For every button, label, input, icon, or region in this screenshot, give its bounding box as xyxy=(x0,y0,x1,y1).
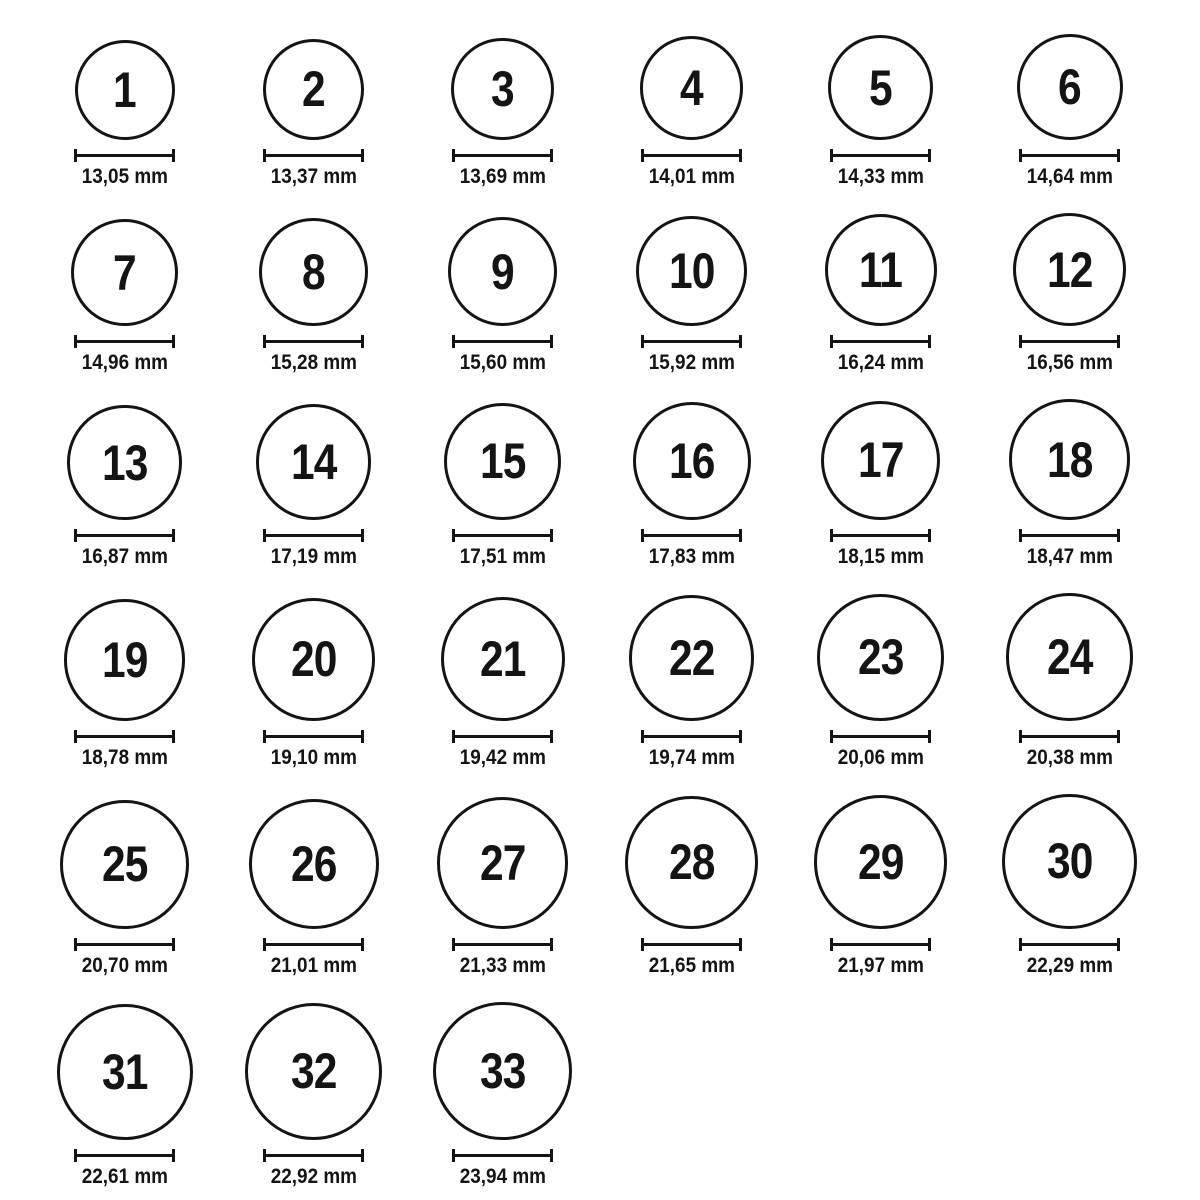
ring-size-number: 31 xyxy=(101,1044,148,1101)
diameter-measure-line xyxy=(1019,730,1120,743)
diameter-label: 22,92 mm xyxy=(270,1165,357,1189)
diameter-measure-line xyxy=(74,938,175,951)
ring-size-number: 2 xyxy=(302,61,325,118)
ring-size-cell xyxy=(408,1002,597,1190)
ring-circle xyxy=(71,219,178,326)
diameter-label: 15,92 mm xyxy=(648,351,735,375)
diameter-measure-line xyxy=(1019,529,1120,542)
diameter-measure-line xyxy=(263,938,364,951)
size-row xyxy=(30,34,1170,189)
ring-size-cell xyxy=(786,594,975,770)
ring-size-number: 10 xyxy=(668,242,715,299)
ring-size-number: 11 xyxy=(858,242,903,299)
diameter-measure-line xyxy=(263,529,364,542)
diameter-measure-line xyxy=(1019,149,1120,162)
ring-circle xyxy=(437,797,568,928)
ring-size-cell xyxy=(975,213,1164,375)
diameter-label: 13,69 mm xyxy=(459,165,546,188)
diameter-measure-line xyxy=(830,529,931,542)
ring-circle xyxy=(640,36,744,140)
ring-size-number: 22 xyxy=(668,630,715,686)
ring-circle xyxy=(633,402,751,520)
size-row xyxy=(30,213,1170,375)
ring-size-cell xyxy=(30,219,219,375)
ring-size-cell xyxy=(219,39,408,189)
ring-size-cell xyxy=(30,405,219,569)
ring-size-number: 27 xyxy=(479,834,526,891)
diameter-label: 15,60 mm xyxy=(459,351,546,375)
ring-circle xyxy=(629,595,754,720)
ring-circle xyxy=(817,594,943,720)
ring-size-cell xyxy=(786,35,975,189)
ring-size-cell xyxy=(597,595,786,769)
ring-size-number: 21 xyxy=(479,630,526,687)
diameter-measure-line xyxy=(263,335,364,348)
diameter-measure-line xyxy=(263,1149,364,1162)
diameter-label: 15,28 mm xyxy=(270,351,357,375)
diameter-label: 21,65 mm xyxy=(648,953,735,977)
diameter-label: 20,38 mm xyxy=(1026,745,1113,769)
ring-size-cell xyxy=(30,599,219,770)
ring-size-cell xyxy=(219,218,408,376)
ring-size-number: 12 xyxy=(1046,241,1093,298)
ring-circle xyxy=(821,401,940,520)
ring-size-cell xyxy=(408,597,597,770)
ring-circle xyxy=(433,1002,571,1140)
diameter-label: 17,51 mm xyxy=(459,544,546,568)
diameter-measure-line xyxy=(452,938,553,951)
ring-circle xyxy=(1013,213,1126,326)
diameter-label: 19,42 mm xyxy=(459,745,546,769)
size-row xyxy=(30,593,1170,770)
ring-circle xyxy=(1002,794,1137,929)
diameter-label: 18,47 mm xyxy=(1026,544,1113,568)
diameter-label: 22,61 mm xyxy=(81,1165,168,1189)
ring-size-cell xyxy=(408,217,597,376)
diameter-measure-line xyxy=(74,335,175,348)
diameter-label: 14,96 mm xyxy=(81,351,168,375)
diameter-measure-line xyxy=(641,938,742,951)
diameter-measure-line xyxy=(263,730,364,743)
ring-circle xyxy=(451,38,553,140)
diameter-label: 13,37 mm xyxy=(270,165,357,188)
ring-circle xyxy=(625,796,757,928)
ring-size-cell xyxy=(597,36,786,189)
ring-size-cell xyxy=(975,399,1164,569)
diameter-label: 23,94 mm xyxy=(459,1165,546,1189)
ring-size-number: 17 xyxy=(857,432,904,489)
ring-circle xyxy=(259,218,367,326)
diameter-measure-line xyxy=(74,730,175,743)
ring-size-cell xyxy=(408,38,597,190)
diameter-measure-line xyxy=(452,335,553,348)
ring-size-number: 26 xyxy=(290,835,337,892)
diameter-label: 17,19 mm xyxy=(270,544,357,568)
diameter-measure-line xyxy=(74,1149,175,1162)
ring-circle xyxy=(67,405,181,519)
ring-size-number: 30 xyxy=(1046,833,1093,890)
diameter-measure-line xyxy=(830,938,931,951)
ring-circle xyxy=(60,800,189,929)
ring-size-cell xyxy=(975,34,1164,189)
diameter-measure-line xyxy=(830,730,931,743)
ring-size-number: 18 xyxy=(1046,431,1093,488)
ring-size-number: 16 xyxy=(668,432,715,489)
ring-circle xyxy=(1009,399,1129,519)
ring-size-number: 20 xyxy=(290,631,337,688)
ring-size-number: 29 xyxy=(857,833,904,890)
ring-size-cell xyxy=(786,795,975,978)
diameter-label: 13,05 mm xyxy=(81,165,168,188)
ring-size-number: 7 xyxy=(113,244,136,301)
diameter-label: 19,74 mm xyxy=(648,745,735,769)
ring-size-cell xyxy=(408,797,597,977)
diameter-measure-line xyxy=(830,149,931,162)
ring-size-cell xyxy=(219,404,408,569)
diameter-measure-line xyxy=(452,149,553,162)
ring-circle xyxy=(75,40,175,140)
ring-size-cell xyxy=(597,796,786,978)
diameter-measure-line xyxy=(452,529,553,542)
ring-circle xyxy=(1006,593,1134,721)
diameter-measure-line xyxy=(1019,335,1120,348)
ring-size-cell xyxy=(408,403,597,569)
diameter-label: 14,33 mm xyxy=(837,165,924,188)
ring-size-cell xyxy=(219,598,408,770)
ring-size-cell xyxy=(219,799,408,978)
ring-circle xyxy=(814,795,948,929)
ring-size-number: 15 xyxy=(479,433,526,490)
diameter-measure-line xyxy=(641,730,742,743)
diameter-label: 22,29 mm xyxy=(1026,953,1113,977)
ring-circle xyxy=(64,599,186,721)
ring-size-number: 5 xyxy=(869,59,892,116)
ring-size-number: 23 xyxy=(857,629,904,686)
ring-size-number: 8 xyxy=(302,244,325,301)
diameter-label: 16,24 mm xyxy=(837,351,924,375)
ring-circle xyxy=(249,799,379,929)
ring-circle xyxy=(57,1004,193,1140)
size-row xyxy=(30,1002,1170,1190)
diameter-measure-line xyxy=(452,1149,553,1162)
ring-size-cell xyxy=(975,593,1164,770)
ring-size-cell xyxy=(30,800,219,978)
diameter-measure-line xyxy=(74,529,175,542)
ring-size-number: 9 xyxy=(491,243,514,300)
ring-circle xyxy=(444,403,561,520)
ring-size-number: 33 xyxy=(479,1042,526,1099)
diameter-label: 17,83 mm xyxy=(648,544,735,568)
diameter-label: 14,01 mm xyxy=(648,165,735,188)
diameter-measure-line xyxy=(641,335,742,348)
ring-size-number: 13 xyxy=(101,434,148,491)
diameter-label: 16,87 mm xyxy=(81,544,168,568)
ring-size-number: 14 xyxy=(290,434,337,491)
diameter-label: 19,10 mm xyxy=(270,745,357,769)
ring-circle xyxy=(252,598,375,721)
ring-size-number: 19 xyxy=(101,631,148,688)
ring-size-number: 25 xyxy=(101,836,148,893)
diameter-label: 18,15 mm xyxy=(837,544,924,568)
ring-circle xyxy=(1017,34,1123,140)
diameter-measure-line xyxy=(641,149,742,162)
diameter-label: 21,97 mm xyxy=(837,953,924,977)
diameter-label: 21,33 mm xyxy=(459,953,546,977)
ring-circle xyxy=(256,404,372,520)
ring-size-cell xyxy=(30,40,219,189)
ring-size-cell xyxy=(219,1003,408,1189)
ring-size-number: 28 xyxy=(668,834,715,891)
size-row xyxy=(30,399,1170,569)
diameter-label: 16,56 mm xyxy=(1026,351,1113,375)
ring-size-cell xyxy=(975,794,1164,978)
ring-size-cell xyxy=(786,401,975,569)
ring-circle xyxy=(441,597,565,721)
diameter-measure-line xyxy=(74,149,175,162)
ring-circle xyxy=(828,35,933,140)
ring-size-number: 32 xyxy=(290,1043,337,1100)
diameter-label: 20,70 mm xyxy=(81,953,168,977)
diameter-label: 18,78 mm xyxy=(81,745,168,769)
ring-size-number: 1 xyxy=(113,62,136,118)
ring-size-cell xyxy=(597,402,786,569)
ring-size-number: 4 xyxy=(680,60,703,117)
diameter-measure-line xyxy=(1019,938,1120,951)
ring-circle xyxy=(263,39,364,140)
ring-circle xyxy=(825,214,937,326)
ring-size-number: 24 xyxy=(1046,628,1093,685)
ring-size-cell xyxy=(786,214,975,375)
diameter-measure-line xyxy=(263,149,364,162)
ring-circle xyxy=(245,1003,382,1140)
diameter-measure-line xyxy=(452,730,553,743)
ring-circle xyxy=(448,217,558,327)
diameter-measure-line xyxy=(830,335,931,348)
ring-size-number: 3 xyxy=(491,60,514,117)
size-row xyxy=(30,794,1170,978)
diameter-label: 21,01 mm xyxy=(270,953,357,977)
diameter-label: 20,06 mm xyxy=(837,745,924,769)
ring-size-cell xyxy=(30,1004,219,1189)
diameter-label: 14,64 mm xyxy=(1026,165,1113,188)
diameter-measure-line xyxy=(641,529,742,542)
ring-size-number: 6 xyxy=(1058,59,1081,115)
ring-size-cell xyxy=(597,216,786,376)
ring-circle xyxy=(636,216,747,327)
